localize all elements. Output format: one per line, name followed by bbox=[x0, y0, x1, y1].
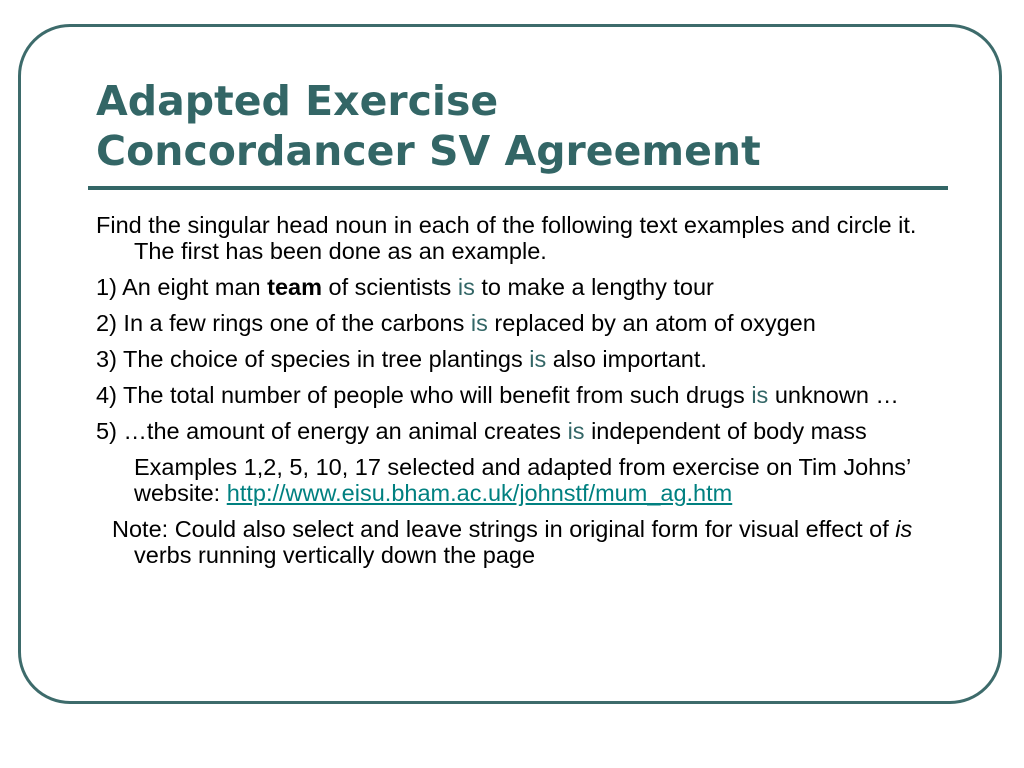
example-3 bbox=[96, 346, 946, 372]
example-2-before: 2) In a few rings one of the carbons bbox=[96, 310, 471, 336]
example-1-after: to make a lengthy tour bbox=[474, 274, 714, 300]
instructions: Find the singular head noun in each of the following text examples and circle it. The first has been done as an example. bbox=[96, 212, 917, 264]
example-4-after: unknown … bbox=[768, 382, 899, 408]
example-1-verb: is bbox=[457, 274, 475, 300]
example-5 bbox=[96, 418, 946, 444]
source-credit bbox=[96, 454, 946, 506]
example-1-before: 1) An eight man bbox=[96, 274, 268, 300]
example-3-after: also important. bbox=[546, 346, 707, 372]
source-text: Examples 1,2, 5, 10, 17 selected and adapted from exercise on Tim Johns’ website: bbox=[134, 454, 911, 506]
note-before: Note: Could also select and leave strings in original form for visual effect of bbox=[112, 516, 896, 542]
example-5-after: independent of body mass bbox=[584, 418, 867, 444]
example-2-after: replaced by an atom of oxygen bbox=[487, 310, 816, 336]
example-2 bbox=[96, 310, 946, 336]
example-1 bbox=[96, 274, 946, 300]
source-link[interactable]: http://www.eisu.bham.ac.uk/johnstf/mum_ag.htm bbox=[226, 480, 733, 506]
example-3-before: 3) The choice of species in tree plantings bbox=[96, 346, 530, 372]
example-3-verb: is bbox=[529, 346, 547, 372]
example-4-before: 4) The total number of people who will benefit from such drugs bbox=[96, 382, 752, 408]
example-1-head-noun: team bbox=[267, 274, 323, 300]
note-after: verbs running vertically down the page bbox=[134, 542, 536, 568]
example-1-middle: of scientists bbox=[322, 274, 458, 300]
slide-body bbox=[96, 212, 946, 578]
note bbox=[96, 516, 946, 568]
example-4-verb: is bbox=[751, 382, 769, 408]
title-line-2: Concordancer SV Agreement bbox=[96, 127, 761, 175]
example-4 bbox=[96, 382, 946, 408]
slide-title bbox=[96, 76, 956, 176]
title-line-1: Adapted Exercise bbox=[96, 77, 499, 125]
example-5-verb: is bbox=[567, 418, 585, 444]
title-divider bbox=[88, 186, 948, 190]
example-2-verb: is bbox=[470, 310, 488, 336]
example-5-before: 5) …the amount of energy an animal creates bbox=[96, 418, 568, 444]
note-italic-verb: is bbox=[895, 516, 913, 542]
